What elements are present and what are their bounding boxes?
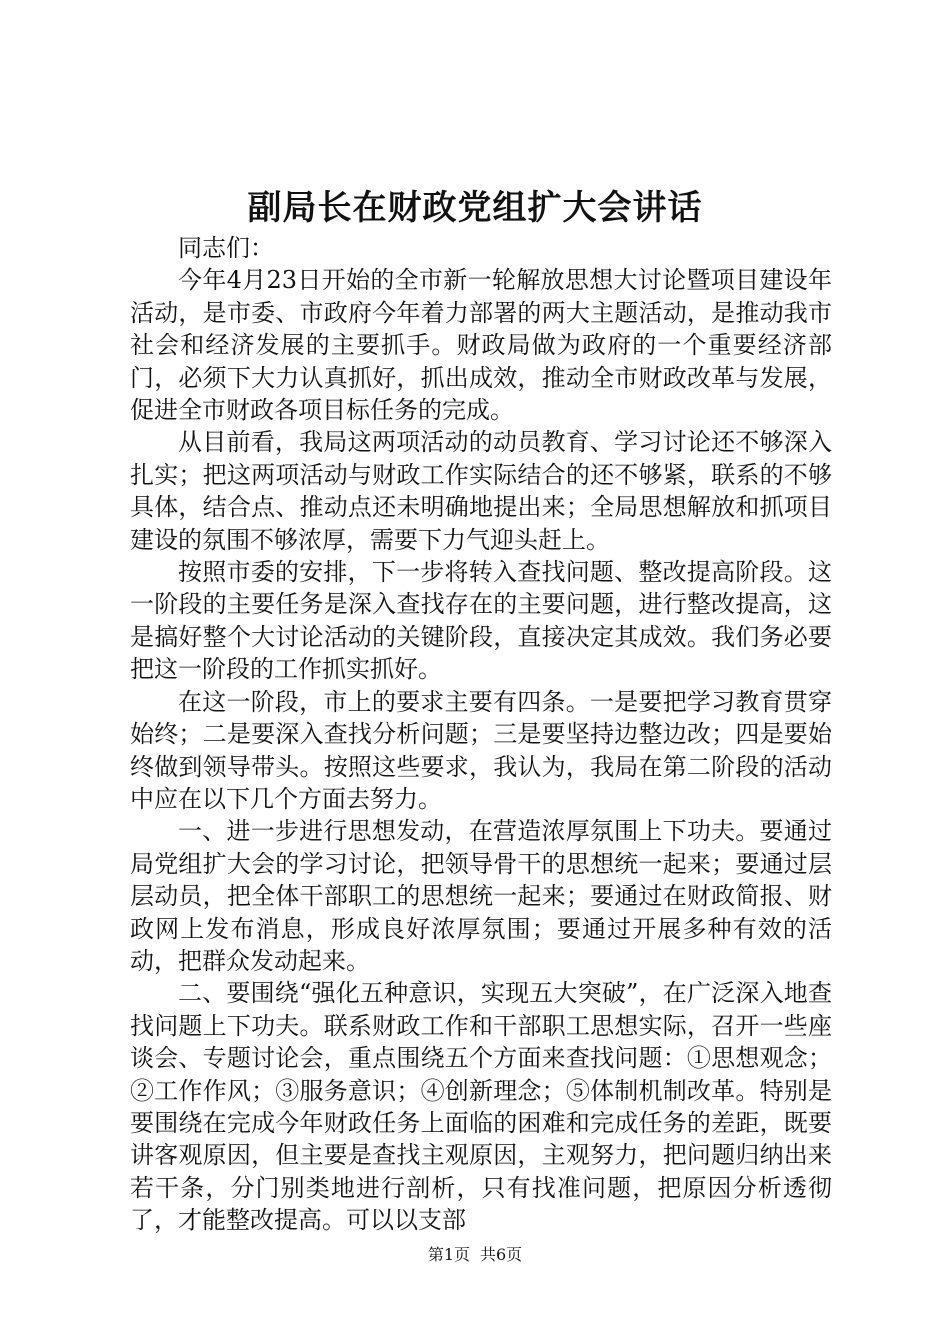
paragraph: 在这一阶段，市上的要求主要有四条。一是要把学习教育贯穿始终；二是要深入查找分析问题；三是要坚持边整边改；四是要始终做到领导带头。按照这些要求，我认为，我局在第二阶段的活动中应在以下几个方面去努力。 bbox=[130, 687, 832, 813]
page-footer bbox=[0, 1244, 950, 1266]
paragraph: 二、要围绕“强化五种意识，实现五大突破”，在广泛深入地查找问题上下功夫。联系财政工作和干部职工思想实际，召开一些座谈会、专题讨论会，重点围绕五个方面来查找问题：①思想观念；②工作作风；③服务意识；④创新理念；⑤体制机制改革。特别是要围绕在完成今年财政任务上面临的困难和完成任务的差距，既要讲客观原因，但主要是查找主观原因，主观努力，把问题归纳出来若干条，分门别类地进行剖析，只有找准问题，把原因分析透彻了，才能整改提高。可以以支部 bbox=[130, 979, 832, 1235]
salutation: 同志们： bbox=[178, 234, 274, 262]
paragraph: 按照市委的安排，下一步将转入查找问题、整改提高阶段。这一阶段的主要任务是深入查找存在的主要问题，进行整改提高，这是搞好整个大讨论活动的关键阶段，直接决定其成效。我们务必要把这一阶段的工作抓实抓好。 bbox=[130, 558, 832, 684]
document-body bbox=[130, 232, 832, 1237]
paragraph: 今年4月23日开始的全市新一轮解放思想大讨论暨项目建设年活动，是市委、市政府今年着力部署的两大主题活动，是推动我市社会和经济发展的主要抓手。财政局做为政府的一个重要经济部门，必须下大力认真抓好，抓出成效，推动全市财政改革与发展，促进全市财政各项目标任务的完成。 bbox=[130, 266, 832, 425]
document-title: 副局长在财政党组扩大会讲话 bbox=[247, 188, 703, 228]
paragraph: 一、进一步进行思想发动，在营造浓厚氛围上下功夫。要通过局党组扩大会的学习讨论，把领导骨干的思想统一起来；要通过层层动员，把全体干部职工的思想统一起来；要通过在财政简报、财政网上发布消息，形成良好浓厚氛围；要通过开展多种有效的活动，把群众发动起来。 bbox=[130, 817, 832, 975]
paragraph: 从目前看，我局这两项活动的动员教育、学习讨论还不够深入扎实；把这两项活动与财政工作实际结合的还不够紧，联系的不够具体，结合点、推动点还未明确地提出来；全局思想解放和抓项目建设的氛围不够浓厚，需要下力气迎头赶上。 bbox=[130, 428, 832, 554]
page-number: 第1页 bbox=[427, 1245, 470, 1264]
page-total: 共6页 bbox=[480, 1245, 523, 1264]
